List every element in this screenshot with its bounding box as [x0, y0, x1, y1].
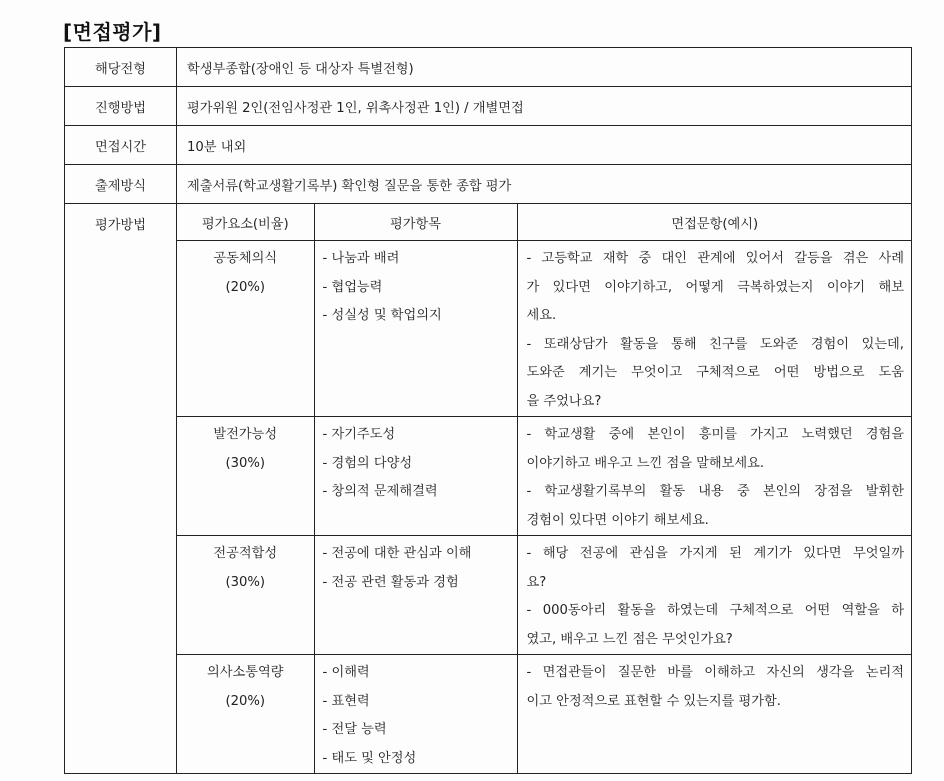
info-row-type — [65, 48, 912, 87]
criteria-element-name: 의사소통역량 — [207, 665, 284, 680]
info-value: 학생부종합(장애인 등 대상자 특별전형) — [177, 48, 912, 87]
info-value: 제출서류(학교생활기록부) 확인형 질문을 통한 종합 평가 — [177, 165, 912, 204]
header-element: 평가요소(비율) — [177, 204, 314, 241]
criteria-row — [177, 241, 912, 417]
criteria-items-cell — [314, 536, 517, 655]
criteria-questions-cell — [517, 536, 912, 655]
criteria-row — [177, 655, 912, 774]
info-label: 면접시간 — [65, 126, 177, 165]
criteria-row — [177, 536, 912, 655]
criteria-item: - 이해력 — [322, 665, 370, 680]
question-line: 이고 안정적으로 표현할 수 있는지를 평가함. — [526, 693, 781, 709]
criteria-item: - 협업능력 — [322, 279, 383, 295]
question-line: - 고등학교 재학 중 대인 관계에 있어서 갈등을 겪은 사례 — [526, 251, 904, 266]
header-items: 평가항목 — [314, 204, 517, 241]
criteria-item: - 전공 관련 활동과 경험 — [322, 574, 459, 590]
criteria-item: - 성실성 및 학업의지 — [322, 308, 442, 323]
info-row-procedure — [65, 87, 912, 126]
evaluation-criteria-table — [177, 204, 912, 773]
criteria-item: - 표현력 — [322, 693, 370, 709]
info-value: 10분 내외 — [177, 126, 912, 165]
criteria-element-ratio: (30%) — [225, 455, 266, 471]
criteria-item: - 자기주도성 — [322, 427, 396, 442]
criteria-questions-cell — [517, 655, 912, 774]
criteria-element-ratio: (30%) — [225, 574, 266, 590]
criteria-item: - 나눔과 배려 — [322, 251, 400, 266]
question-line: - 또래상담가 활동을 통해 친구를 도와준 경험이 있는데, — [526, 336, 904, 352]
question-line: 가 있다면 이야기하고, 어떻게 극복하였는지 이야기 해보 — [526, 279, 904, 295]
question-line: - 면접관들이 질문한 바를 이해하고 자신의 생각을 논리적 — [526, 665, 904, 680]
interview-evaluation-table — [64, 47, 912, 774]
question-line: 이야기하고 배우고 느낀 점을 말해보세요. — [526, 455, 765, 471]
criteria-item: - 전달 능력 — [322, 722, 387, 737]
info-label: 진행방법 — [65, 87, 177, 126]
criteria-row — [177, 417, 912, 536]
criteria-element-ratio: (20%) — [225, 279, 266, 295]
criteria-element-cell — [177, 655, 314, 774]
criteria-element-cell — [177, 417, 314, 536]
question-line: - 000동아리 활동을 하였는데 구체적으로 어떤 역할을 하 — [526, 603, 904, 618]
question-line: 요? — [526, 574, 547, 590]
criteria-item: - 태도 및 안정성 — [322, 750, 417, 766]
criteria-element-cell — [177, 241, 314, 417]
criteria-item: - 전공에 대한 관심과 이해 — [322, 546, 472, 561]
criteria-element-name: 발전가능성 — [213, 427, 278, 442]
section-title: [면접평가] — [63, 20, 162, 44]
criteria-element-cell — [177, 536, 314, 655]
criteria-questions-cell — [517, 417, 912, 536]
criteria-items-cell — [314, 417, 517, 536]
question-line: 도와준 계기는 무엇이고 구체적으로 어떤 방법으로 도움 — [526, 365, 904, 380]
method-label: 평가방법 — [65, 204, 177, 774]
criteria-item: - 경험의 다양성 — [322, 455, 413, 471]
info-label: 해당전형 — [65, 48, 177, 87]
question-line: - 학교생활기록부의 활동 내용 중 본인의 장점을 발휘한 — [526, 484, 904, 499]
criteria-items-cell — [314, 655, 517, 774]
criteria-questions-cell — [517, 241, 912, 417]
criteria-element-ratio: (20%) — [225, 693, 266, 709]
criteria-element-name: 공동체의식 — [213, 251, 278, 266]
criteria-header-row — [177, 204, 912, 241]
info-label: 출제방식 — [65, 165, 177, 204]
info-row-format — [65, 165, 912, 204]
question-line: 였고, 배우고 느낀 점은 무엇인가요? — [526, 631, 733, 647]
header-questions: 면접문항(예시) — [517, 204, 912, 241]
info-value: 평가위원 2인(전임사정관 1인, 위촉사정관 1인) / 개별면접 — [177, 87, 912, 126]
question-line: 경험이 있다면 이야기 해보세요. — [526, 512, 709, 528]
method-detail-cell — [177, 204, 912, 774]
criteria-element-name: 전공적합성 — [213, 546, 278, 561]
question-line: - 학교생활 중에 본인이 흥미를 가지고 노력했던 경험을 — [526, 427, 904, 442]
question-line: 을 주었나요? — [526, 393, 602, 409]
question-line: - 해당 전공에 관심을 가지게 된 계기가 있다면 무엇일까 — [526, 546, 904, 561]
info-row-time — [65, 126, 912, 165]
question-line: 세요. — [526, 308, 557, 323]
criteria-items-cell — [314, 241, 517, 417]
criteria-item: - 창의적 문제해결력 — [322, 484, 438, 499]
evaluation-method-row — [65, 204, 912, 774]
